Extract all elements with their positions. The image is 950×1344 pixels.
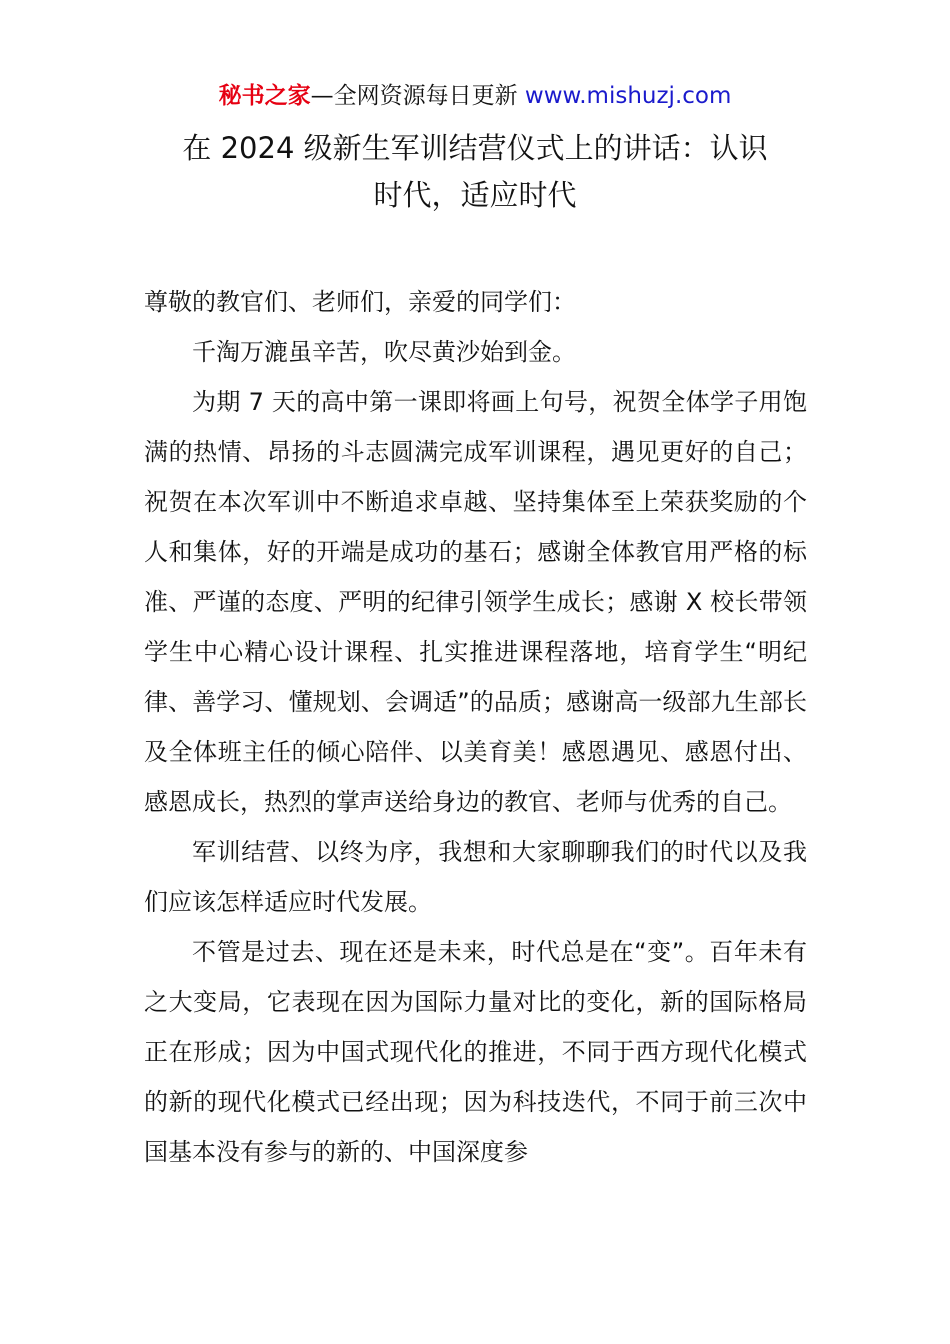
brand-name: 秘书之家 xyxy=(218,83,311,109)
header-tagline: —全网资源每日更新 xyxy=(310,83,518,109)
document-body xyxy=(144,277,807,1177)
paragraph-2: 为期 7 天的高中第一课即将画上句号，祝贺全体学子用饱满的热情、昂扬的斗志圆满完成军训课程，遇见更好的自己；祝贺在本次军训中不断追求卓越、坚持集体至上荣获奖励的个人和集体，好的开端是成功的基石；感谢全体教官用严格的标准、严谨的态度、严明的纪律引领学生成长；感谢 X 校长带领学生中心精心设计课程、扎实推进课程落地，培育学生“明纪律、善学习、懂规划、会调适”的品质；感谢高一级部九生部长及全体班主任的倾心陪伴、以美育美！感恩遇见、感恩付出、感恩成长，热烈的掌声送给身边的教官、老师与优秀的自己。 xyxy=(144,388,807,816)
title-line-2: 时代，适应时代 xyxy=(373,178,577,212)
title-line-1: 在 2024 级新生军训结营仪式上的讲话：认识 xyxy=(182,131,768,165)
site-url-link[interactable]: www.mishuzj.com xyxy=(524,83,732,109)
paragraph-3: 军训结营、以终为序，我想和大家聊聊我们的时代以及我们应该怎样适应时代发展。 xyxy=(144,838,807,916)
paragraph-1: 千淘万漉虽辛苦，吹尽黄沙始到金。 xyxy=(192,338,576,366)
site-header xyxy=(0,80,950,112)
salutation: 尊敬的教官们、老师们，亲爱的同学们： xyxy=(144,288,576,316)
paragraph-4: 不管是过去、现在还是未来，时代总是在“变”。百年未有之大变局，它表现在因为国际力量对比的变化，新的国际格局正在形成；因为中国式现代化的推进，不同于西方现代化模式的新的现代化模式已经出现；因为科技迭代，不同于前三次中国基本没有参与的新的、中国深度参 xyxy=(144,938,807,1166)
document-title xyxy=(150,125,800,219)
